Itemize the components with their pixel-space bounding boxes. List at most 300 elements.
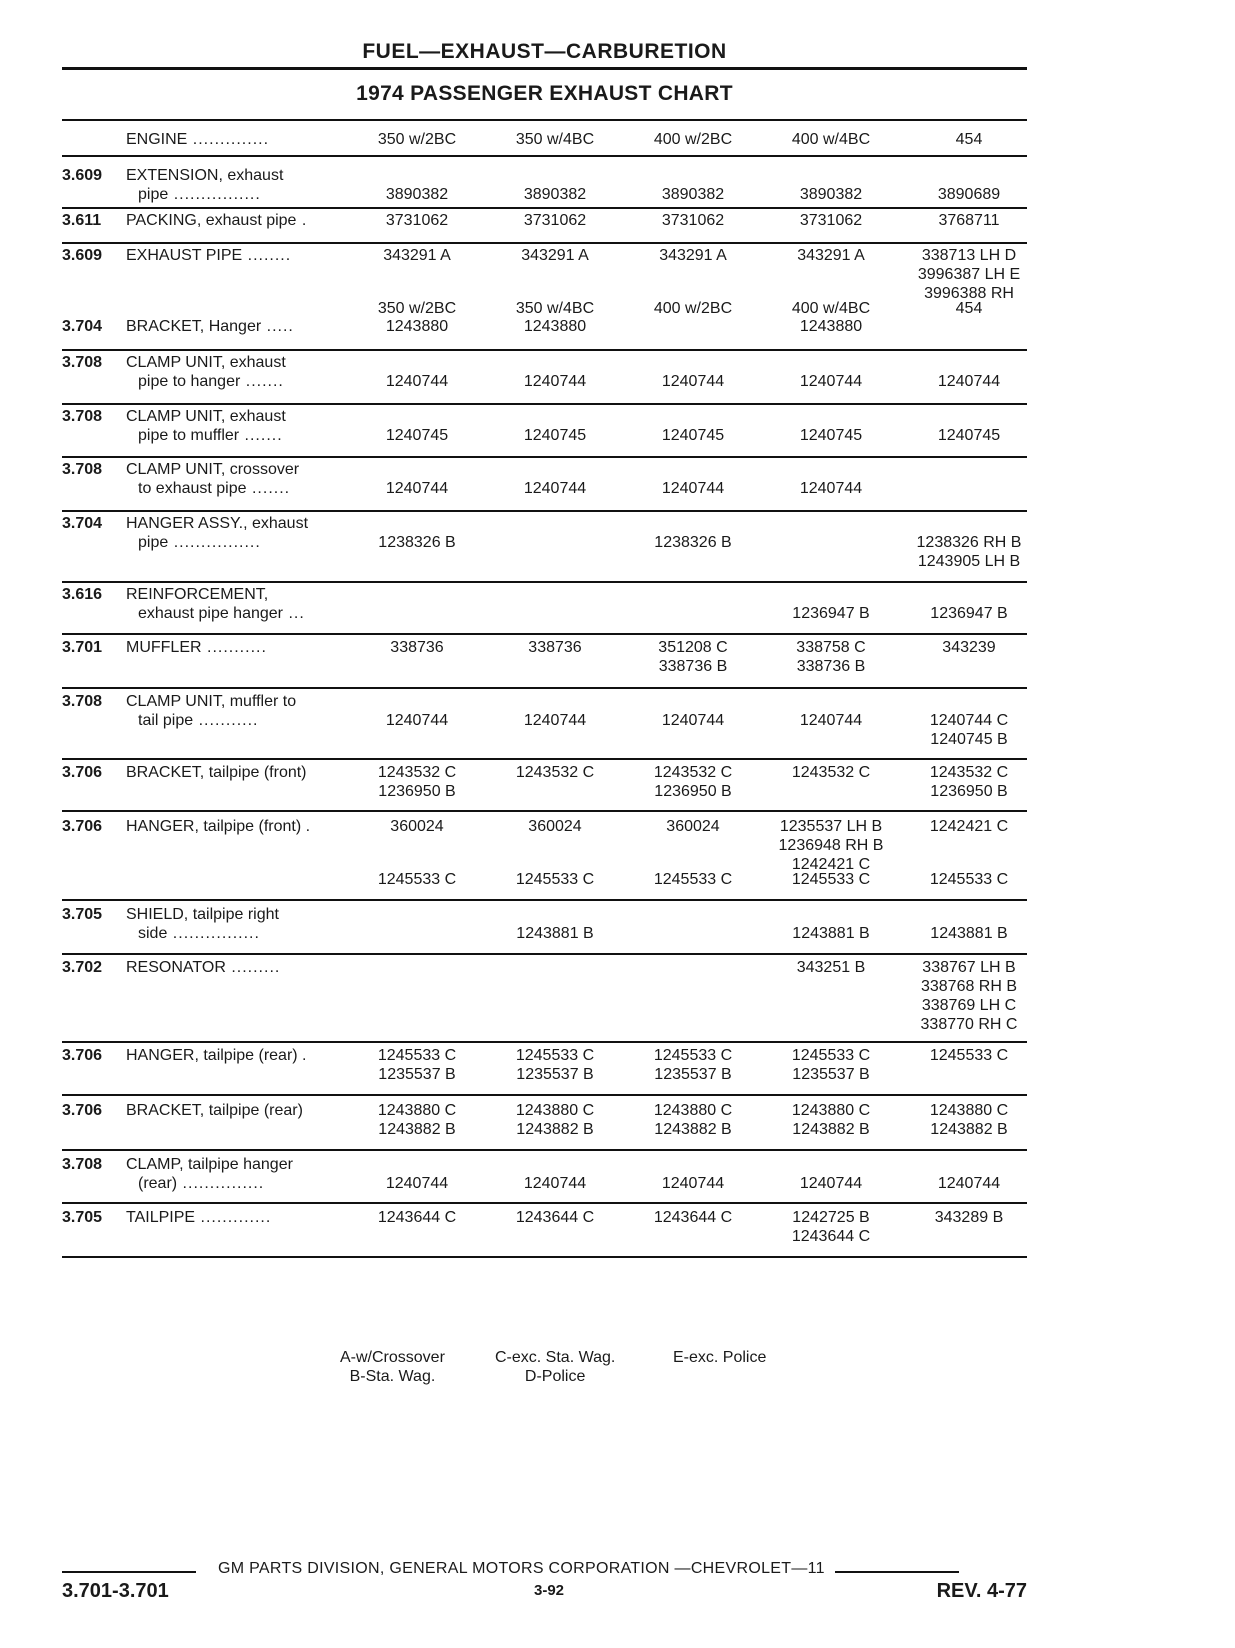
engine-col-5: 454 xyxy=(955,131,983,148)
value-col-2 xyxy=(490,1174,620,1193)
part-number: 1245533 C xyxy=(515,871,595,888)
value-col-4 xyxy=(766,958,896,977)
part-number: 1236947 B xyxy=(930,605,1008,622)
part-number: 338736 xyxy=(390,639,444,656)
part-number: 1243644 C xyxy=(653,1209,733,1226)
value-col-4 xyxy=(766,924,896,943)
footer-rule-right xyxy=(835,1571,959,1573)
part-number: 338770 RH C xyxy=(920,1016,1018,1033)
value-col-4 xyxy=(766,1101,896,1139)
value-col-1 xyxy=(352,763,482,801)
value-col-3 xyxy=(628,479,758,498)
value-col-3 xyxy=(628,1046,758,1084)
engine-label: ENGINE xyxy=(126,131,188,148)
part-number: 1245533 C xyxy=(929,871,1009,888)
part-number: 1236950 B xyxy=(654,783,732,800)
part-name: PACKING, exhaust pipe xyxy=(126,212,297,229)
value-col-1 xyxy=(352,426,482,445)
engine-col-2: 350 w/4BC xyxy=(515,131,595,148)
value-col-4 xyxy=(766,246,896,265)
part-number: 1243644 C xyxy=(377,1209,457,1226)
row-divider xyxy=(62,456,1027,458)
value-col-3 xyxy=(628,246,758,265)
part-number: 1243532 C xyxy=(653,764,733,781)
part-line-2 xyxy=(126,604,406,623)
item-number: 3.708 xyxy=(62,408,103,425)
part-name-cont: to exhaust pipe xyxy=(138,480,247,497)
value-col-4 xyxy=(766,817,896,874)
part-number: 1240744 xyxy=(661,712,725,729)
value-col-3 xyxy=(628,211,758,230)
value-col-3 xyxy=(628,185,758,204)
part-number: 1236948 RH B xyxy=(778,837,884,854)
section-title: FUEL—EXHAUST—CARBURETION xyxy=(362,40,727,63)
leader-dots: ....... xyxy=(240,373,284,390)
value-col-5 xyxy=(904,924,1034,943)
value-col-2 xyxy=(490,479,620,498)
value-col-4 xyxy=(766,185,896,204)
item-number: 3.708 xyxy=(62,1156,103,1173)
value-col-2 xyxy=(490,924,620,943)
part-number: 1240744 xyxy=(523,712,587,729)
title-divider xyxy=(62,67,1027,70)
part-name-cont: pipe xyxy=(138,534,169,551)
item-number: 3.706 xyxy=(62,764,103,781)
part-number: 1243881 B xyxy=(930,925,1008,942)
part-number: 1235537 B xyxy=(792,1066,870,1083)
part-number: 3890382 xyxy=(523,186,587,203)
footer-revision: REV. 4-77 xyxy=(936,1580,1027,1602)
row-divider xyxy=(62,207,1027,209)
row-divider xyxy=(62,1094,1027,1096)
item-number: 3.704 xyxy=(62,515,103,532)
leader-dots: ..... xyxy=(261,318,294,335)
value-col-2 xyxy=(490,426,620,445)
value-col-3 xyxy=(628,763,758,801)
part-number: 1243532 C xyxy=(929,764,1009,781)
part-number: 3731062 xyxy=(385,212,449,229)
value-col-5 xyxy=(904,870,1034,889)
part-number: 1245533 C xyxy=(791,871,871,888)
part-number: 1240744 xyxy=(385,712,449,729)
part-number: 343291 A xyxy=(383,247,451,264)
part-name-cont: (rear) xyxy=(138,1175,178,1192)
part-number: 1240744 xyxy=(799,373,863,390)
part-name: CLAMP UNIT, crossover xyxy=(126,461,300,478)
part-number: 338736 B xyxy=(658,658,728,675)
value-col-4 xyxy=(766,299,896,318)
part-line-1 xyxy=(126,407,406,426)
part-line-1 xyxy=(126,1155,406,1174)
part-number: 1242421 C xyxy=(791,856,871,873)
part-number: 343289 B xyxy=(934,1209,1004,1226)
legend-a: A-w/Crossover xyxy=(340,1349,445,1366)
part-number: 338758 C xyxy=(796,639,866,656)
part-description xyxy=(126,585,406,623)
part-number: 343291 A xyxy=(659,247,727,264)
item-number: 3.706 xyxy=(62,818,103,835)
part-number: 1238326 RH B xyxy=(916,534,1022,551)
part-line-1 xyxy=(126,460,406,479)
value-col-2 xyxy=(490,299,620,318)
part-number: 1245533 C xyxy=(377,871,457,888)
value-col-1 xyxy=(352,185,482,204)
value-col-5 xyxy=(904,299,1034,318)
header-top-rule xyxy=(62,119,1027,121)
footer-rule-left xyxy=(62,1571,196,1573)
value-col-5 xyxy=(904,533,1034,571)
legend-e: E-exc. Police xyxy=(673,1349,767,1366)
legend-d: D-Police xyxy=(524,1368,586,1385)
item-number: 3.702 xyxy=(62,959,103,976)
leader-dots: ................ xyxy=(168,534,261,551)
value-col-3 xyxy=(628,1208,758,1227)
value-col-1 xyxy=(352,533,482,552)
part-number: 1242421 C xyxy=(929,818,1009,835)
value-col-1 xyxy=(352,817,482,836)
value-col-4 xyxy=(766,604,896,623)
row-divider xyxy=(62,1202,1027,1204)
value-col-2 xyxy=(490,185,620,204)
part-number: 338768 RH B xyxy=(920,978,1018,995)
part-number: 3768711 xyxy=(938,212,1000,229)
part-number: 1240744 C xyxy=(929,712,1009,729)
part-number: 338736 xyxy=(528,639,582,656)
part-number: 1240745 xyxy=(661,427,725,444)
legend-b: B-Sta. Wag. xyxy=(349,1368,436,1385)
part-number: 3996387 LH E xyxy=(917,266,1021,283)
part-number: 360024 xyxy=(666,818,720,835)
part-name: RESONATOR xyxy=(126,959,226,976)
part-name: REINFORCEMENT, xyxy=(126,586,269,603)
part-line-1 xyxy=(126,585,406,604)
part-number: 1235537 B xyxy=(378,1066,456,1083)
part-number: 1236950 B xyxy=(378,783,456,800)
part-number: 1240744 xyxy=(799,1175,863,1192)
value-col-4 xyxy=(766,711,896,730)
item-number: 3.701 xyxy=(62,639,103,656)
value-col-5 xyxy=(904,958,1034,1034)
part-number: 1243880 C xyxy=(653,1102,733,1119)
part-number: 1240744 xyxy=(937,1175,1001,1192)
value-col-3 xyxy=(628,426,758,445)
part-number: 1243644 C xyxy=(791,1228,871,1245)
value-col-5 xyxy=(904,1174,1034,1193)
part-number: 1240744 xyxy=(523,1175,587,1192)
value-col-3 xyxy=(628,1174,758,1193)
value-col-3 xyxy=(628,372,758,391)
row-divider xyxy=(62,510,1027,512)
value-col-1 xyxy=(352,638,482,657)
part-number: 1243882 B xyxy=(654,1121,732,1138)
leader-dots: ........... xyxy=(193,712,259,729)
part-name-cont: pipe xyxy=(138,186,169,203)
part-number: 1240744 xyxy=(385,480,449,497)
item-number: 3.708 xyxy=(62,354,103,371)
value-col-1 xyxy=(352,372,482,391)
item-number: 3.708 xyxy=(62,461,103,478)
footer-page-number: 3-92 xyxy=(534,1582,565,1599)
part-number: 1243880 C xyxy=(791,1102,871,1119)
value-col-5 xyxy=(904,1101,1034,1139)
item-number: 3.609 xyxy=(62,167,103,184)
engine-col-3: 400 w/2BC xyxy=(653,131,733,148)
value-col-3 xyxy=(628,1101,758,1139)
part-number: 350 w/4BC xyxy=(515,300,595,317)
part-number: 1243532 C xyxy=(377,764,457,781)
value-col-3 xyxy=(628,870,758,889)
value-col-2 xyxy=(490,317,620,336)
item-number: 3.609 xyxy=(62,247,103,264)
legend-c: C-exc. Sta. Wag. xyxy=(495,1349,616,1366)
chart-title: 1974 PASSENGER EXHAUST CHART xyxy=(356,82,733,105)
value-col-2 xyxy=(490,1046,620,1084)
value-col-2 xyxy=(490,817,620,836)
part-number: 343291 A xyxy=(521,247,589,264)
part-number: 1243880 C xyxy=(515,1102,595,1119)
leader-dots: ............... xyxy=(177,1175,265,1192)
part-number: 3731062 xyxy=(523,212,587,229)
part-line-2 xyxy=(126,924,406,943)
part-name: TAILPIPE xyxy=(126,1209,196,1226)
part-name: MUFFLER xyxy=(126,639,202,656)
part-name-cont: tail pipe xyxy=(138,712,194,729)
value-col-5 xyxy=(904,711,1034,749)
part-number: 1245533 C xyxy=(929,1047,1009,1064)
row-divider xyxy=(62,1149,1027,1151)
part-number: 1245533 C xyxy=(515,1047,595,1064)
part-number: 1235537 LH B xyxy=(779,818,883,835)
part-number: 338769 LH C xyxy=(921,997,1017,1014)
part-number: 1236950 B xyxy=(930,783,1008,800)
leader-dots: ........... xyxy=(201,639,267,656)
row-divider xyxy=(62,633,1027,635)
leader-dots: ....... xyxy=(239,427,283,444)
value-col-4 xyxy=(766,638,896,676)
part-name: HANGER ASSY., exhaust xyxy=(126,515,309,532)
value-col-5 xyxy=(904,426,1034,445)
leader-dots: ... xyxy=(283,605,305,622)
row-divider xyxy=(62,1041,1027,1043)
part-number: 1238326 B xyxy=(654,534,732,551)
part-number: 1240744 xyxy=(523,480,587,497)
part-number: 1243905 LH B xyxy=(917,553,1021,570)
row-divider xyxy=(62,349,1027,351)
part-number: 1243882 B xyxy=(930,1121,1008,1138)
part-number: 1243881 B xyxy=(792,925,870,942)
part-name: CLAMP UNIT, exhaust xyxy=(126,354,286,371)
item-number: 3.708 xyxy=(62,693,103,710)
item-number: 3.704 xyxy=(62,318,103,335)
part-number: 360024 xyxy=(528,818,582,835)
part-number: 1240744 xyxy=(661,480,725,497)
part-number: 1240745 xyxy=(523,427,587,444)
row-divider xyxy=(62,953,1027,955)
part-number: 1240745 xyxy=(385,427,449,444)
part-name: BRACKET, tailpipe (front) xyxy=(126,764,307,781)
value-col-3 xyxy=(628,533,758,552)
value-col-5 xyxy=(904,1046,1034,1065)
part-number: 1240744 xyxy=(523,373,587,390)
part-line-1 xyxy=(126,166,406,185)
value-col-1 xyxy=(352,1101,482,1139)
part-number: 1243882 B xyxy=(792,1121,870,1138)
row-divider xyxy=(62,155,1027,157)
item-number: 3.705 xyxy=(62,906,103,923)
leader-dots: ............. xyxy=(195,1209,272,1226)
item-number: 3.616 xyxy=(62,586,103,603)
part-name-cont: pipe to hanger xyxy=(138,373,241,390)
legend-col-1 xyxy=(340,1348,445,1386)
part-line-1 xyxy=(126,692,406,711)
part-number: 3996388 RH xyxy=(924,285,1014,302)
engine-col-1: 350 w/2BC xyxy=(377,131,457,148)
part-number: 3731062 xyxy=(799,212,863,229)
part-number: 343251 B xyxy=(796,959,866,976)
value-col-1 xyxy=(352,317,482,336)
part-number: 1240744 xyxy=(799,480,863,497)
part-name: BRACKET, tailpipe (rear) xyxy=(126,1102,303,1119)
part-number: 350 w/2BC xyxy=(377,300,457,317)
part-number: 1243880 C xyxy=(377,1102,457,1119)
value-col-2 xyxy=(490,1208,620,1227)
value-col-4 xyxy=(766,479,896,498)
value-col-2 xyxy=(490,211,620,230)
value-col-4 xyxy=(766,211,896,230)
part-number: 1236947 B xyxy=(792,605,870,622)
table-bottom-rule xyxy=(62,1256,1027,1258)
value-col-4 xyxy=(766,1174,896,1193)
value-col-4 xyxy=(766,372,896,391)
row-divider xyxy=(62,810,1027,812)
part-number: 338736 B xyxy=(796,658,866,675)
part-name: BRACKET, Hanger xyxy=(126,318,262,335)
part-line-1 xyxy=(126,353,406,372)
value-col-2 xyxy=(490,372,620,391)
part-number: 3731062 xyxy=(661,212,725,229)
part-name-cont: exhaust pipe hanger xyxy=(138,605,283,622)
part-number: 1243880 xyxy=(523,318,587,335)
value-col-5 xyxy=(904,185,1034,204)
leader-dots: . xyxy=(296,212,308,229)
part-number: 351208 C xyxy=(658,639,728,656)
value-col-1 xyxy=(352,246,482,265)
value-col-2 xyxy=(490,246,620,265)
legend-col-2 xyxy=(495,1348,615,1386)
part-number: 360024 xyxy=(390,818,444,835)
part-name: CLAMP, tailpipe hanger xyxy=(126,1156,293,1173)
part-number: 338767 LH B xyxy=(922,959,1016,976)
value-col-2 xyxy=(490,1101,620,1139)
value-col-5 xyxy=(904,604,1034,623)
part-name: EXTENSION, exhaust xyxy=(126,167,284,184)
part-number: 1240744 xyxy=(937,373,1001,390)
part-number: 454 xyxy=(955,300,983,317)
part-number: 1243882 B xyxy=(378,1121,456,1138)
value-col-2 xyxy=(490,763,620,782)
value-col-1 xyxy=(352,479,482,498)
part-line-1 xyxy=(126,514,406,533)
part-number: 1240744 xyxy=(385,1175,449,1192)
part-number: 1240745 B xyxy=(930,731,1008,748)
part-number: 400 w/4BC xyxy=(791,300,871,317)
part-name: SHIELD, tailpipe right xyxy=(126,906,279,923)
item-number: 3.706 xyxy=(62,1047,103,1064)
item-number: 3.611 xyxy=(62,212,102,229)
value-col-4 xyxy=(766,870,896,889)
part-name-cont: side xyxy=(138,925,168,942)
part-number: 1243881 B xyxy=(516,925,594,942)
row-divider xyxy=(62,403,1027,405)
part-number: 338713 LH D xyxy=(921,247,1017,264)
leader-dots: ................ xyxy=(168,186,261,203)
value-col-1 xyxy=(352,870,482,889)
part-number: 1243532 C xyxy=(791,764,871,781)
value-col-4 xyxy=(766,317,896,336)
part-number: 1235537 B xyxy=(516,1066,594,1083)
value-col-3 xyxy=(628,711,758,730)
value-col-1 xyxy=(352,211,482,230)
value-col-5 xyxy=(904,638,1034,657)
part-number: 1243880 xyxy=(799,318,863,335)
part-number: 3890382 xyxy=(385,186,449,203)
row-divider xyxy=(62,758,1027,760)
leader-dots: ................ xyxy=(167,925,260,942)
value-col-4 xyxy=(766,1208,896,1246)
part-number: 1240744 xyxy=(661,373,725,390)
part-number: 1240744 xyxy=(799,712,863,729)
part-line-1 xyxy=(126,905,406,924)
part-number: 1240745 xyxy=(799,427,863,444)
item-number: 3.705 xyxy=(62,1209,103,1226)
part-number: 1243880 xyxy=(385,318,449,335)
value-col-5 xyxy=(904,763,1034,801)
value-col-5 xyxy=(904,372,1034,391)
value-col-4 xyxy=(766,763,896,782)
leader-dots: ........ xyxy=(242,247,292,264)
part-number: 1235537 B xyxy=(654,1066,732,1083)
part-name: CLAMP UNIT, muffler to xyxy=(126,693,297,710)
part-number: 343239 xyxy=(942,639,996,656)
part-number: 1243880 C xyxy=(929,1102,1009,1119)
value-col-3 xyxy=(628,299,758,318)
part-number: 400 w/2BC xyxy=(653,300,733,317)
engine-col-4: 400 w/4BC xyxy=(791,131,871,148)
row-divider xyxy=(62,687,1027,689)
part-number: 3890382 xyxy=(799,186,863,203)
part-number: 1245533 C xyxy=(653,871,733,888)
value-col-4 xyxy=(766,1046,896,1084)
part-number: 1240744 xyxy=(385,373,449,390)
part-name: HANGER, tailpipe (rear) . xyxy=(126,1047,307,1064)
footer-division: GM PARTS DIVISION, GENERAL MOTORS CORPORATION —CHEVROLET—11 xyxy=(218,1560,825,1577)
value-col-5 xyxy=(904,211,1034,230)
part-description xyxy=(126,905,406,943)
part-number: 1240744 xyxy=(661,1175,725,1192)
value-col-1 xyxy=(352,1046,482,1084)
part-name-cont: pipe to muffler xyxy=(138,427,240,444)
part-number: 1240745 xyxy=(937,427,1001,444)
leader-dots: ....... xyxy=(246,480,291,497)
part-number: 343291 A xyxy=(797,247,865,264)
row-divider xyxy=(62,242,1027,244)
row-divider xyxy=(62,899,1027,901)
part-name: CLAMP UNIT, exhaust xyxy=(126,408,286,425)
part-number: 1245533 C xyxy=(653,1047,733,1064)
value-col-5 xyxy=(904,1208,1034,1227)
value-col-5 xyxy=(904,817,1034,836)
part-number: 1243882 B xyxy=(516,1121,594,1138)
